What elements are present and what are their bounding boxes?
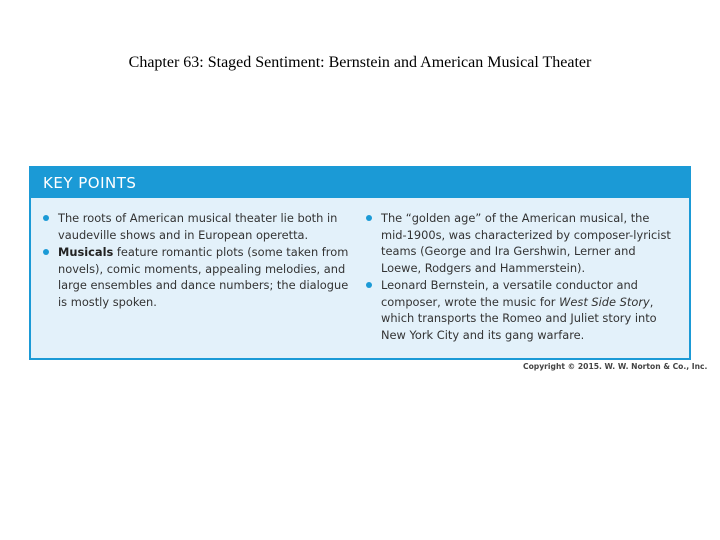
key-points-header: KEY POINTS <box>31 168 689 198</box>
key-points-right-column <box>360 210 689 344</box>
bullet-dot-icon <box>43 215 49 221</box>
key-points-box <box>29 166 691 360</box>
key-point-text <box>381 210 677 276</box>
slide-title: Chapter 63: Staged Sentiment: Bernstein and American Musical Theater <box>128 54 592 71</box>
bullet-dot-icon <box>366 215 372 221</box>
key-point-item <box>43 244 352 310</box>
key-point-text-body: The roots of American musical theater lie both in vaudeville shows and in European operetta. <box>58 211 338 242</box>
key-point-text-suffix: , which transports the Romeo and Juliet story into New York City and its gang warfare. <box>381 294 657 342</box>
bullet-dot-icon <box>43 249 49 255</box>
key-point-item <box>43 210 352 243</box>
copyright-notice: Copyright © 2015. W. W. Norton & Co., Inc. <box>523 362 708 371</box>
key-point-bold-term: Musicals <box>58 245 114 259</box>
key-point-text <box>58 244 352 310</box>
key-points-left-column <box>31 210 360 344</box>
key-point-text-prefix: Leonard Bernstein, a versatile conductor and composer, wrote the music for <box>381 278 638 309</box>
key-points-columns <box>31 198 689 344</box>
key-point-text <box>381 277 677 343</box>
key-point-italic-title: West Side Story <box>559 294 650 309</box>
key-point-text-body: The “golden age” of the American musical, the mid-1900s, was characterized by composer-lyricist teams (George and Ira Gershwin, Lerner and Loewe, Rodgers and Hammerstein). <box>381 211 671 275</box>
key-point-text <box>58 210 352 243</box>
key-point-text-body: feature romantic plots (some taken from novels), comic moments, appealing melodies, and large ensembles and dance numbers; the dialogue is mostly spoken. <box>58 245 349 309</box>
key-point-item <box>366 277 677 343</box>
key-point-item <box>366 210 677 276</box>
bullet-dot-icon <box>366 282 372 288</box>
